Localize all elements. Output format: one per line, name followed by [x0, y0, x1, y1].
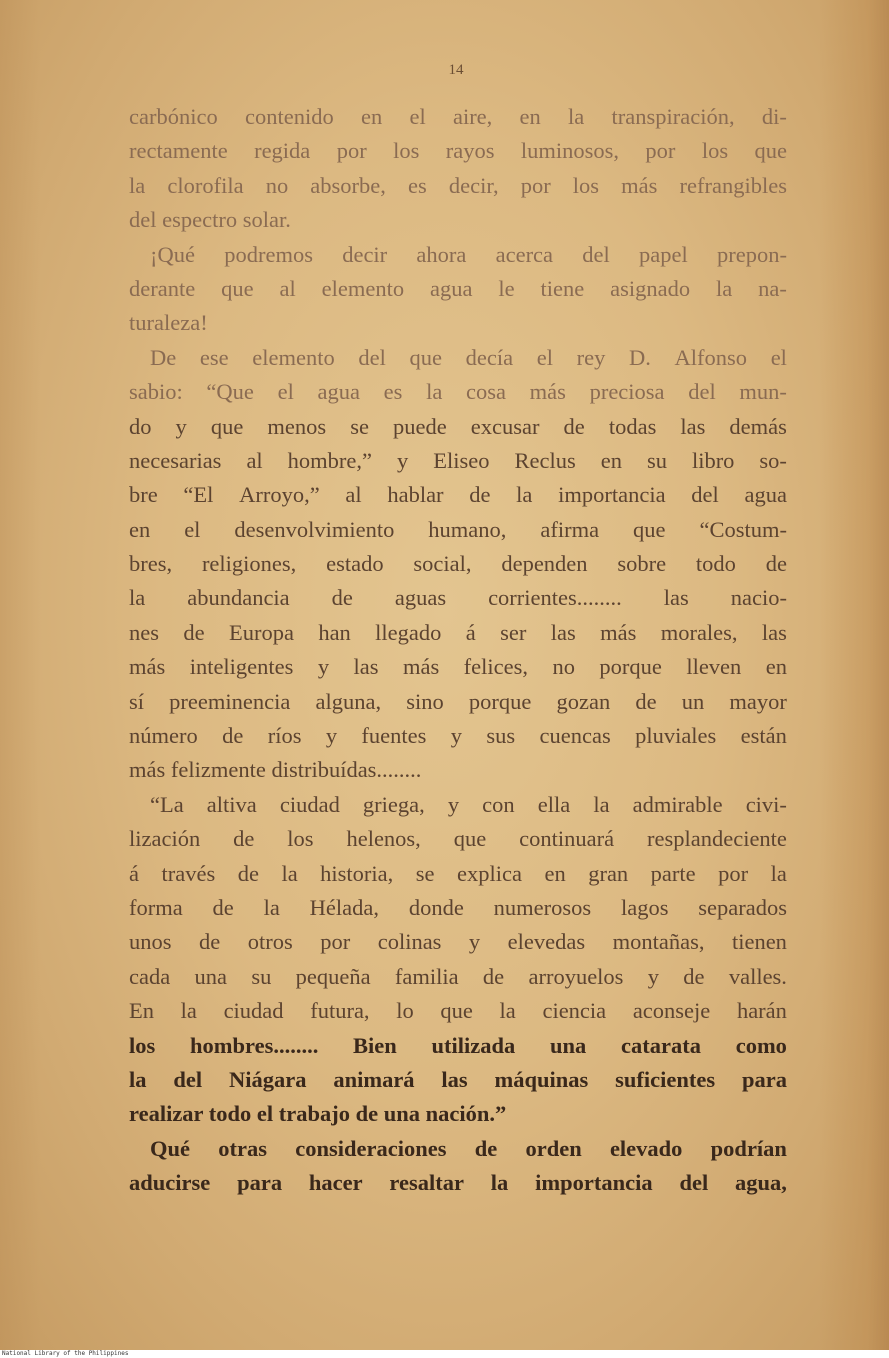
text-line: forma de la Hélada, donde numerosos lagos separados [129, 894, 787, 920]
body-text [129, 100, 787, 1201]
text-line: bre “El Arroyo,” al hablar de la importancia del agua [129, 482, 787, 508]
text-line: unos de otros por colinas y elevedas montañas, tienen [129, 929, 787, 955]
text-line: bres, religiones, estado social, dependen sobre todo de [129, 551, 787, 577]
text-line: más felizmente distribuídas........ [129, 757, 422, 783]
text-line: rectamente regida por los rayos luminosos, por los que [129, 138, 787, 164]
text-line: la del Niágara animará las máquinas suficientes para [129, 1066, 787, 1092]
text-line: los hombres........ Bien utilizada una catarata como [129, 1032, 787, 1058]
text-line: De ese elemento del que decía el rey D. Alfonso el [150, 344, 787, 370]
text-line: ¡Qué podremos decir ahora acerca del papel prepon- [150, 241, 787, 267]
text-line: nes de Europa han llegado á ser las más morales, las [129, 619, 787, 645]
text-line: á través de la historia, se explica en gran parte por la [129, 860, 787, 886]
text-line: número de ríos y fuentes y sus cuencas pluviales están [129, 723, 787, 749]
text-line: do y que menos se puede excusar de todas las demás [129, 413, 787, 439]
text-line: realizar todo el trabajo de una nación.” [129, 1101, 507, 1127]
text-line: aducirse para hacer resaltar la importancia del agua, [129, 1170, 787, 1196]
page-number: 14 [448, 62, 464, 78]
text-line: lización de los helenos, que continuará resplandeciente [129, 826, 787, 852]
text-line: cada una su pequeña familia de arroyuelos y de valles. [129, 963, 787, 989]
text-line: En la ciudad futura, lo que la ciencia aconseje harán [129, 998, 787, 1024]
text-line: turaleza! [129, 310, 208, 336]
text-line: del espectro solar. [129, 207, 291, 233]
text-line: sabio: “Que el agua es la cosa más preciosa del mun- [129, 379, 787, 405]
library-credit: National Library of the Philippines [0, 1350, 889, 1358]
text-line: carbónico contenido en el aire, en la transpiración, di- [129, 104, 787, 129]
text-line: derante que al elemento agua le tiene asignado la na- [129, 275, 787, 301]
text-line: la abundancia de aguas corrientes........ las nacio- [129, 585, 787, 611]
text-line: la clorofila no absorbe, es decir, por los más refrangibles [129, 172, 787, 198]
text-line: Qué otras consideraciones de orden elevado podrían [150, 1135, 787, 1161]
text-line: “La altiva ciudad griega, y con ella la admirable civi- [150, 791, 787, 817]
text-line: más inteligentes y las más felices, no porque lleven en [129, 654, 787, 680]
text-line: necesarias al hombre,” y Eliseo Reclus en su libro so- [129, 447, 787, 473]
page-edge-shadow-right [819, 0, 889, 1350]
text-line: en el desenvolvimiento humano, afirma que “Costum- [129, 516, 787, 542]
text-line: sí preeminencia alguna, sino porque gozan de un mayor [129, 688, 787, 714]
page-edge-shadow-left [0, 0, 40, 1350]
